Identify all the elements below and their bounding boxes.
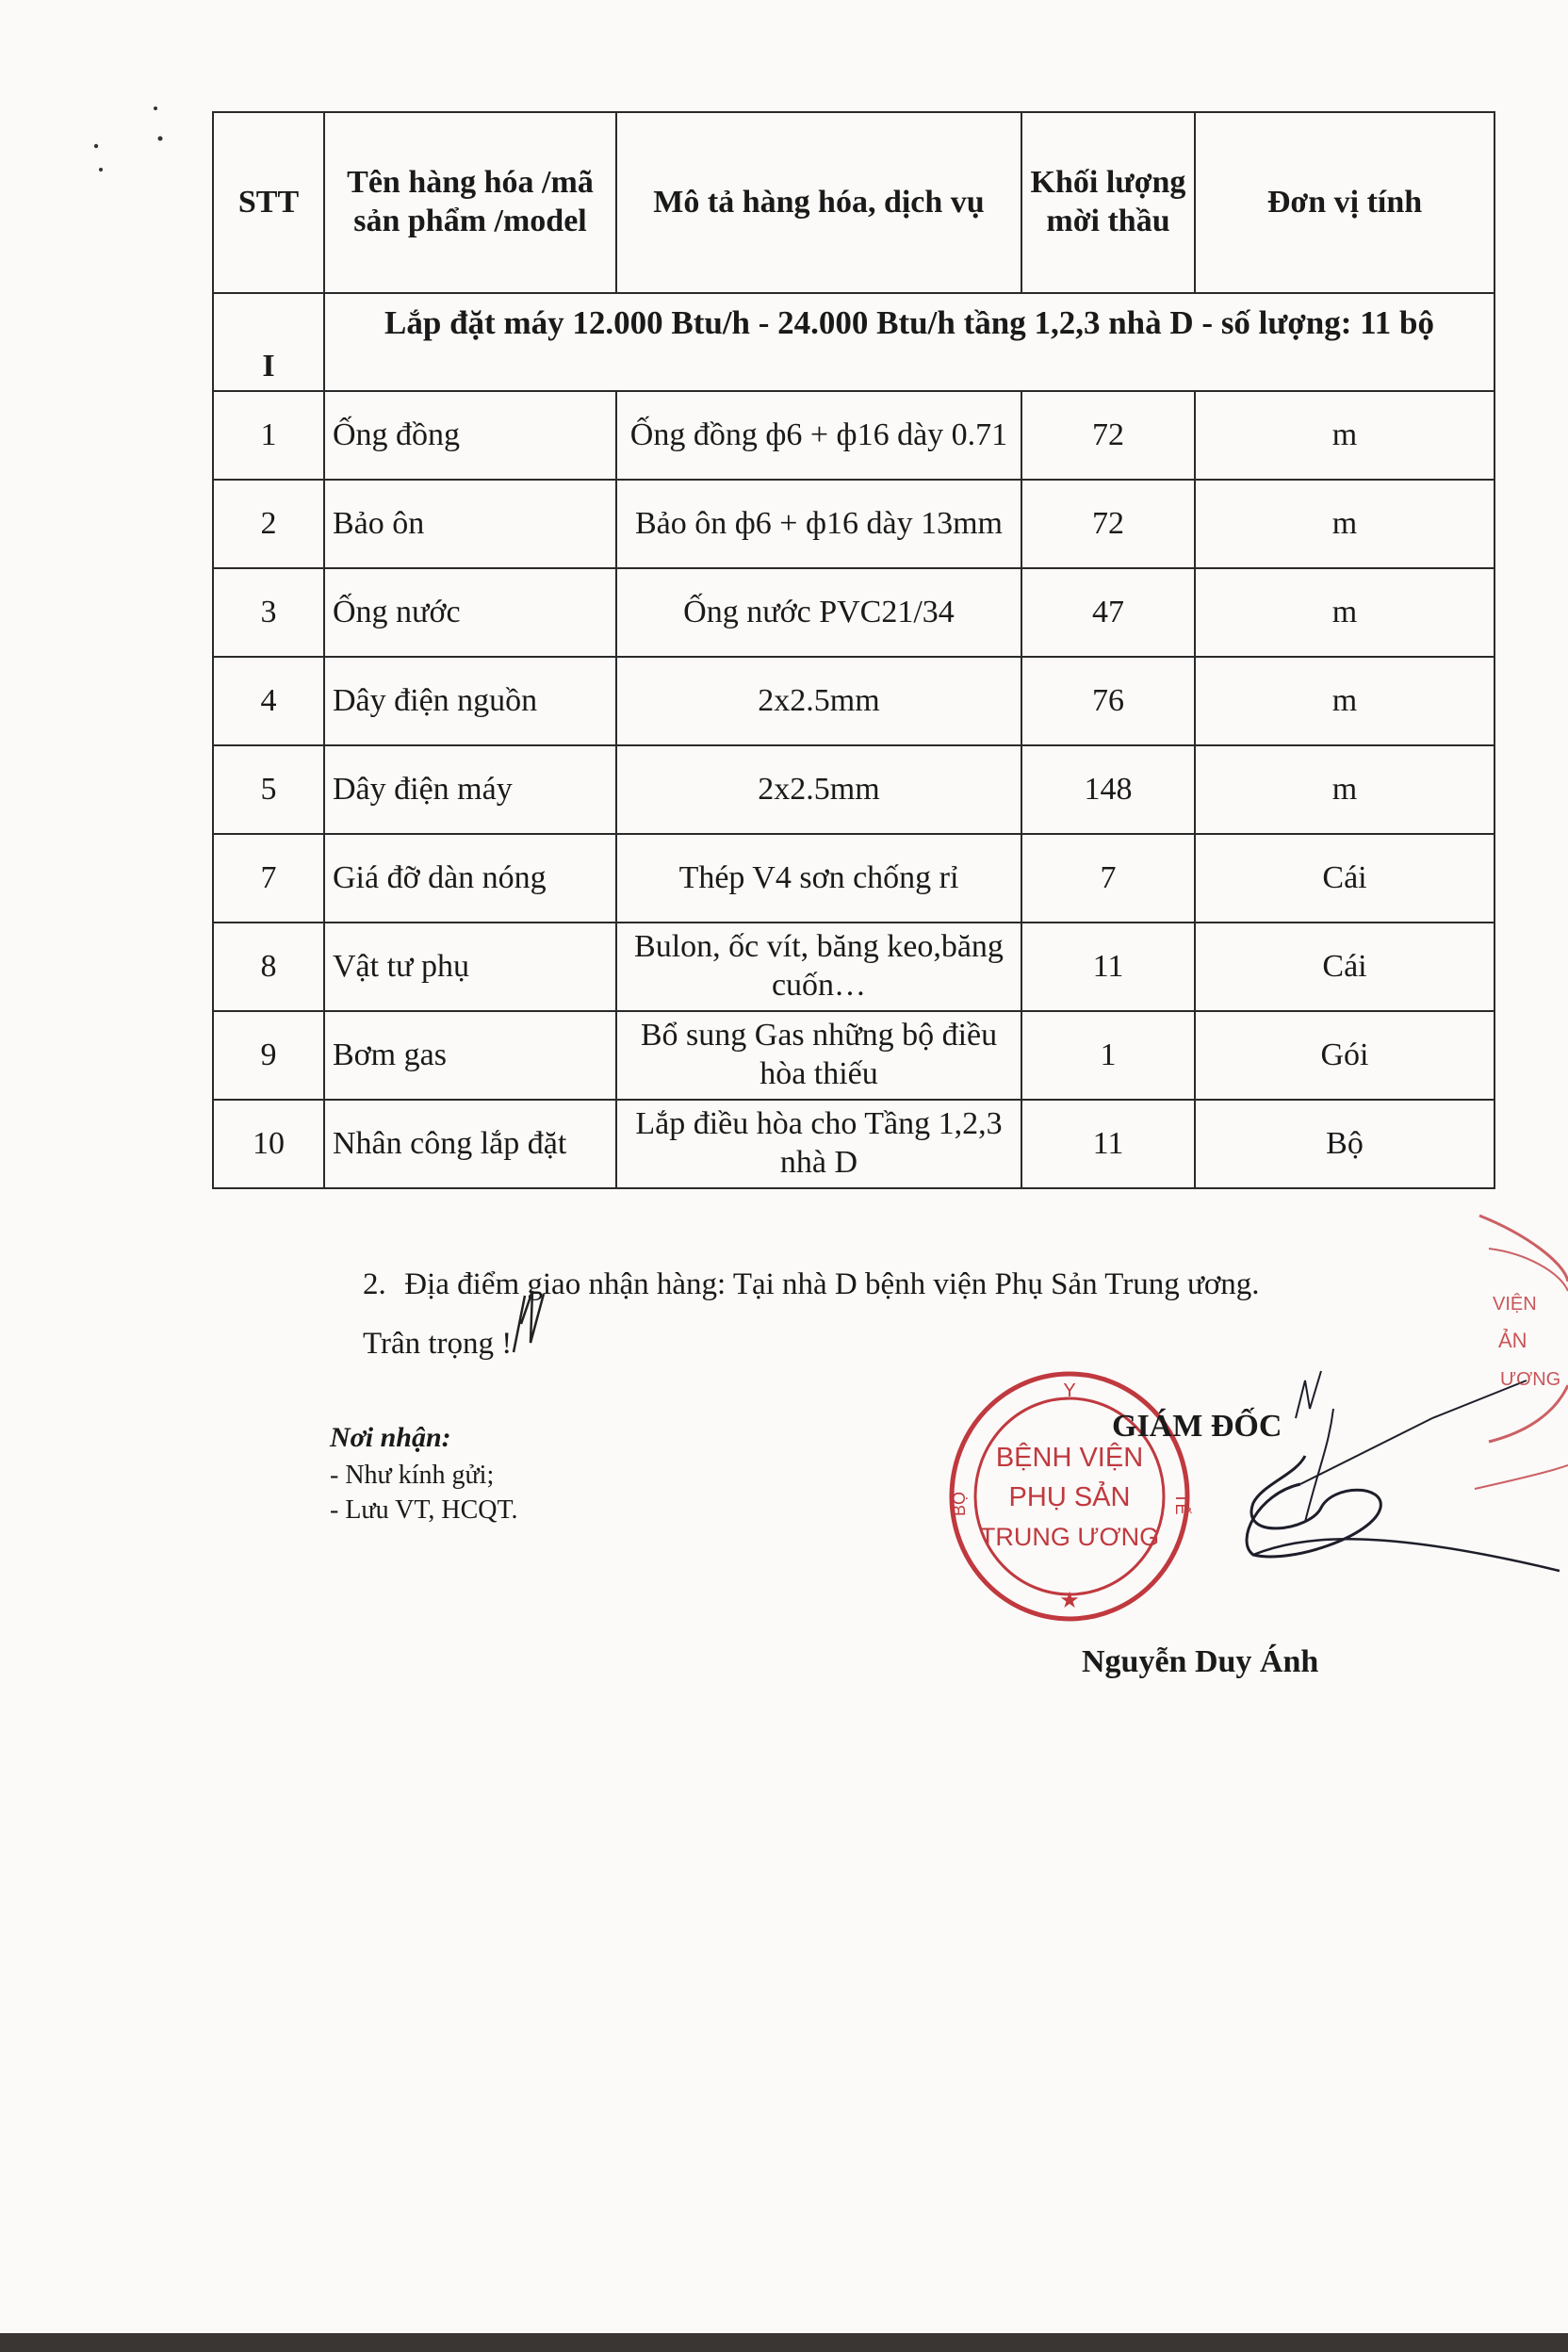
cell-quantity: 72 xyxy=(1021,480,1195,568)
cell-stt: 4 xyxy=(213,657,324,745)
partial-side-stamp xyxy=(1470,1197,1568,1508)
recipient-item: - Lưu VT, HCQT. xyxy=(330,1495,518,1526)
header-description: Mô tả hàng hóa, dịch vụ xyxy=(616,112,1021,293)
cell-unit: Bộ xyxy=(1195,1100,1494,1188)
closing-text: Trân trọng ! xyxy=(363,1327,513,1361)
cell-description: Bổ sung Gas những bộ điều hòa thiếu xyxy=(616,1011,1021,1100)
scan-specks xyxy=(90,99,174,184)
cell-stt: 1 xyxy=(213,391,324,480)
cell-stt: 2 xyxy=(213,480,324,568)
table-row xyxy=(213,834,1494,923)
cell-quantity: 47 xyxy=(1021,568,1195,657)
header-quantity: Khối lượng mời thầu xyxy=(1021,112,1195,293)
cell-stt: 8 xyxy=(213,923,324,1011)
stamp-right-text: TẾ xyxy=(1172,1493,1191,1515)
side-stamp-line-2: ẢN xyxy=(1498,1329,1527,1352)
cell-description: Thép V4 sơn chống rỉ xyxy=(616,834,1021,923)
cell-name: Ống đồng xyxy=(324,391,616,480)
delivery-text: Địa điểm giao nhận hàng: Tại nhà D bệnh viện Phụ Sản Trung ương. xyxy=(404,1267,1260,1301)
cell-unit: m xyxy=(1195,568,1494,657)
goods-table xyxy=(212,111,1495,1189)
cell-description: 2x2.5mm xyxy=(616,657,1021,745)
section-row xyxy=(213,293,1494,391)
cell-description: Bảo ôn ф6 + ф16 dày 13mm xyxy=(616,480,1021,568)
cell-stt: 7 xyxy=(213,834,324,923)
cell-quantity: 11 xyxy=(1021,923,1195,1011)
cell-name: Dây điện nguồn xyxy=(324,657,616,745)
cell-description: Bulon, ốc vít, băng keo,băng cuốn… xyxy=(616,923,1021,1011)
cell-quantity: 1 xyxy=(1021,1011,1195,1100)
delivery-number: 2. xyxy=(363,1267,386,1301)
cell-unit: m xyxy=(1195,480,1494,568)
cell-stt: 5 xyxy=(213,745,324,834)
cell-name: Bơm gas xyxy=(324,1011,616,1100)
cell-stt: 9 xyxy=(213,1011,324,1100)
table-row xyxy=(213,923,1494,1011)
stamp-left-text: BỘ xyxy=(950,1491,969,1517)
recipients-block xyxy=(330,1419,518,1528)
cell-description: Lắp điều hòa cho Tầng 1,2,3 nhà D xyxy=(616,1100,1021,1188)
star-icon: ★ xyxy=(1059,1588,1080,1613)
table-row xyxy=(213,1011,1494,1100)
stamp-line-2: PHỤ SẢN xyxy=(1008,1482,1131,1512)
cell-description: Ống nước PVC21/34 xyxy=(616,568,1021,657)
side-stamp-line-3: ƯƠNG xyxy=(1500,1369,1561,1390)
recipients-heading: Nơi nhận: xyxy=(330,1422,451,1453)
table-row xyxy=(213,568,1494,657)
cell-quantity: 7 xyxy=(1021,834,1195,923)
cell-name: Vật tư phụ xyxy=(324,923,616,1011)
header-stt: STT xyxy=(213,112,324,293)
cell-description: Ống đồng ф6 + ф16 dày 0.71 xyxy=(616,391,1021,480)
cell-quantity: 72 xyxy=(1021,391,1195,480)
section-stt: I xyxy=(213,293,324,391)
side-stamp-line-1: VIỆN xyxy=(1493,1294,1537,1315)
table-header-row xyxy=(213,112,1494,293)
initial-mark xyxy=(504,1286,551,1362)
header-unit: Đơn vị tính xyxy=(1195,112,1494,293)
cell-name: Giá đỡ dàn nóng xyxy=(324,834,616,923)
cell-unit: Gói xyxy=(1195,1011,1494,1100)
cell-name: Ống nước xyxy=(324,568,616,657)
cell-unit: Cái xyxy=(1195,834,1494,923)
stamp-line-3: TRUNG ƯƠNG xyxy=(979,1523,1160,1551)
section-title: Lắp đặt máy 12.000 Btu/h - 24.000 Btu/h tầng 1,2,3 nhà D - số lượng: 11 bộ xyxy=(324,293,1494,391)
table-row xyxy=(213,1100,1494,1188)
cell-unit: m xyxy=(1195,657,1494,745)
cell-quantity: 148 xyxy=(1021,745,1195,834)
signer-name: Nguyễn Duy Ánh xyxy=(1082,1644,1319,1679)
cell-quantity: 76 xyxy=(1021,657,1195,745)
delivery-location xyxy=(363,1267,1260,1302)
table-row xyxy=(213,480,1494,568)
cell-unit: Cái xyxy=(1195,923,1494,1011)
cell-stt: 3 xyxy=(213,568,324,657)
cell-quantity: 11 xyxy=(1021,1100,1195,1188)
table-row xyxy=(213,391,1494,480)
cell-name: Dây điện máy xyxy=(324,745,616,834)
table-row xyxy=(213,657,1494,745)
scan-edge xyxy=(0,2333,1568,2352)
cell-name: Bảo ôn xyxy=(324,480,616,568)
cell-unit: m xyxy=(1195,391,1494,480)
stamp-line-1: BỆNH VIỆN xyxy=(995,1443,1144,1473)
stamp-top-text: Y xyxy=(1063,1380,1076,1401)
recipient-item: - Như kính gửi; xyxy=(330,1460,495,1490)
cell-stt: 10 xyxy=(213,1100,324,1188)
cell-unit: m xyxy=(1195,745,1494,834)
cell-description: 2x2.5mm xyxy=(616,745,1021,834)
director-title: GIÁM ĐỐC xyxy=(1112,1409,1282,1444)
cell-name: Nhân công lắp đặt xyxy=(324,1100,616,1188)
table-row xyxy=(213,745,1494,834)
header-name: Tên hàng hóa /mã sản phẩm /model xyxy=(324,112,616,293)
